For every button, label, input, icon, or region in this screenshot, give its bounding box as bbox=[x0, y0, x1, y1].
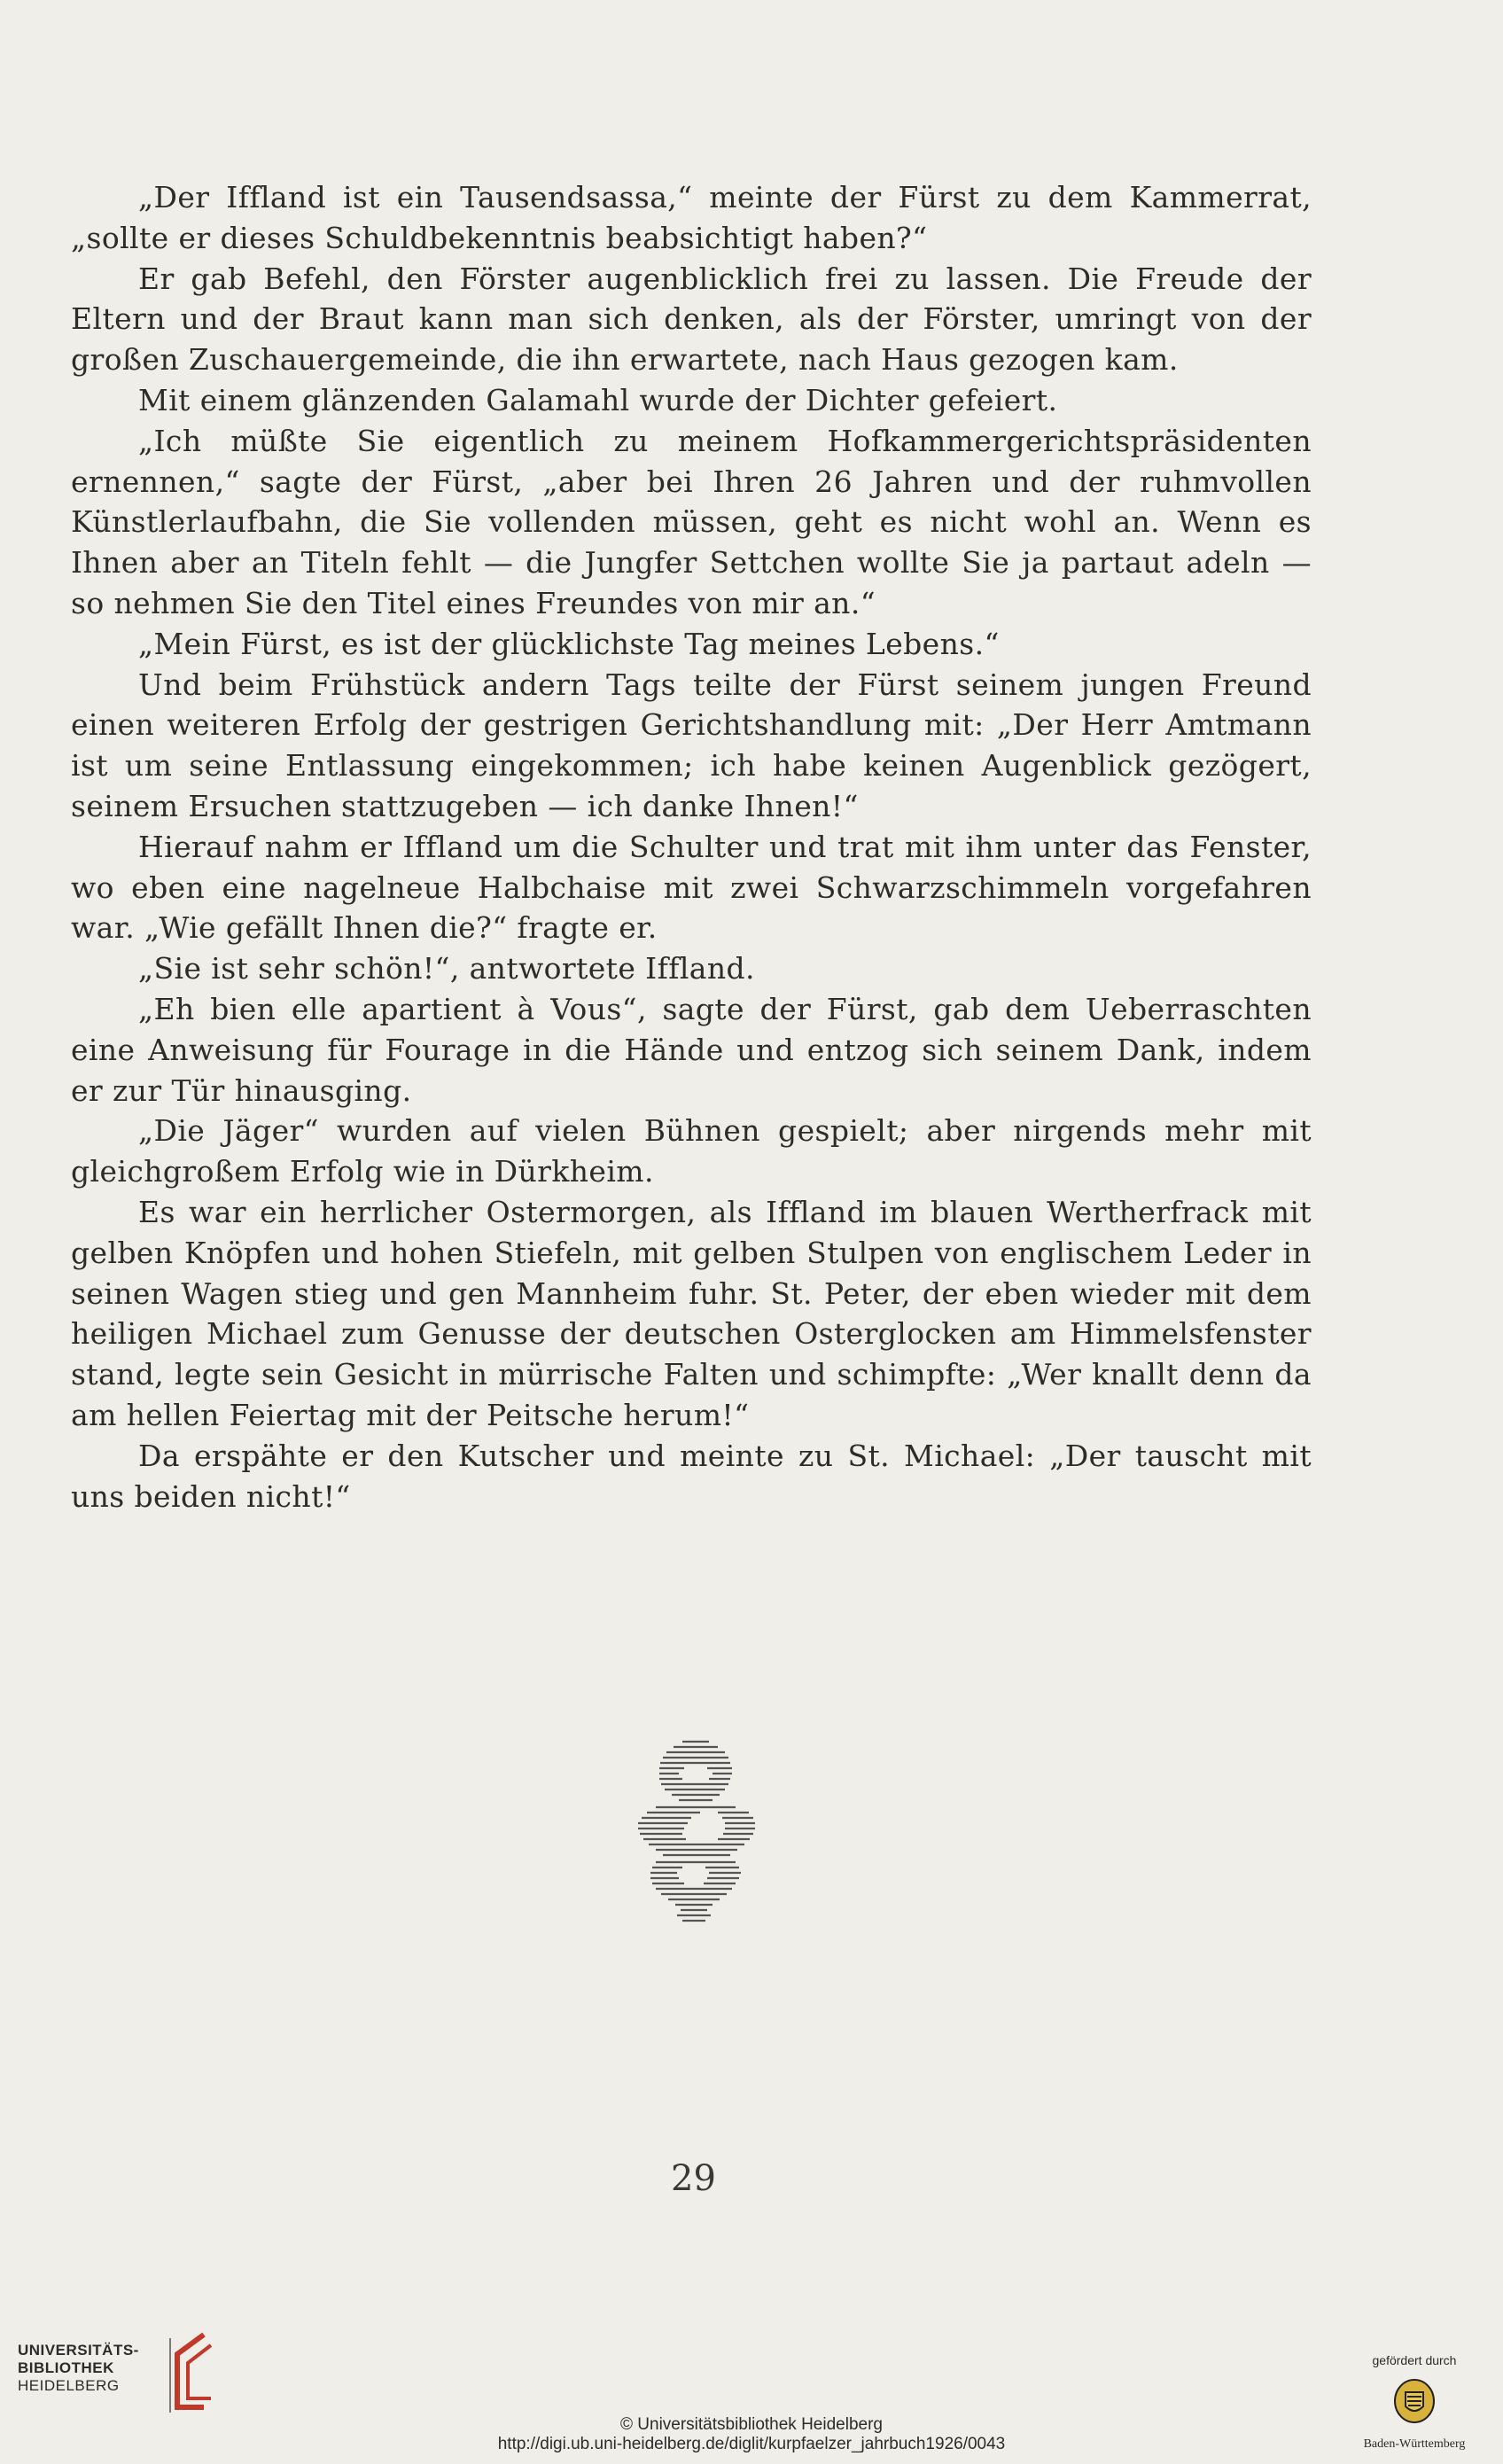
library-emblem-icon bbox=[160, 2328, 222, 2416]
paragraph: „Mein Fürst, es ist der glücklichste Tag meines Lebens.“ bbox=[138, 626, 1000, 661]
paragraph: Er gab Befehl, den Förster augenblicklich frei zu lassen. Die Freude der Eltern und der Braut kann man sich denken, als der Förster, umringt von der großen Zuschauergemeinde, die ihn erwartete, nach Haus gezogen kam. bbox=[71, 261, 1312, 378]
paragraph: „Sie ist sehr schön!“, antwortete Iffland. bbox=[138, 951, 755, 986]
paragraph: Und beim Frühstück andern Tags teilte der Fürst seinem jungen Freund einen weiteren Erfolg der gestrigen Gerichtshandlung mit: „Der Herr Amtmann ist um seine Entlassung eingekommen; ich habe keinen Augenblick gezögert, seinem Ersuchen stattzugeben — ich danke Ihnen!“ bbox=[71, 667, 1312, 823]
sponsor-name: Baden-Württemberg bbox=[1363, 2437, 1466, 2451]
library-name-line: HEIDELBERG bbox=[18, 2377, 120, 2394]
ornament-icon bbox=[620, 1733, 771, 1963]
copyright-block bbox=[0, 2415, 1503, 2454]
body-text bbox=[71, 177, 1312, 1517]
paragraph: Es war ein herrlicher Ostermorgen, als Iffland im blauen Wertherfrack mit gelben Knöpfen und hohen Stiefeln, mit gelben Stulpen von englischem Leder in seinen Wagen stieg und gen Mannheim fuhr. St. Peter, der eben wieder mit dem heiligen Michael zum Genusse der deutschen Osterglocken am Himmelsfenster stand, legte sein Gesicht in mürrische Falten und schimpfte: „Wer knallt denn da am hellen Feiertag mit der Peitsche herum!“ bbox=[71, 1194, 1312, 1432]
state-crest-icon bbox=[1388, 2374, 1441, 2428]
paragraph: Da erspähte er den Kutscher und meinte zu St. Michael: „Der tauscht mit uns beiden nicht!“ bbox=[71, 1438, 1312, 1514]
paragraph: Hierauf nahm er Iffland um die Schulter und trat mit ihm unter das Fenster, wo eben eine nagelneue Halbchaise mit zwei Schwarzschimmeln vorgefahren war. „Wie gefällt Ihnen die?“ fragte er. bbox=[71, 829, 1312, 946]
sponsor-block[interactable] bbox=[1343, 2353, 1485, 2452]
copyright-text: © Universitätsbibliothek Heidelberg bbox=[620, 2415, 883, 2434]
library-name bbox=[18, 2342, 139, 2395]
paragraph: Mit einem glänzenden Galamahl wurde der Dichter gefeiert. bbox=[138, 382, 1058, 417]
page-number: 29 bbox=[671, 2158, 716, 2199]
sponsor-label: gefördert durch bbox=[1372, 2353, 1457, 2367]
paragraph: „Die Jäger“ wurden auf vielen Bühnen gespielt; aber nirgends mehr mit gleichgroßem Erfolg wie in Dürkheim. bbox=[71, 1113, 1312, 1189]
paragraph: „Eh bien elle apartient à Vous“, sagte der Fürst, gab dem Ueberraschten eine Anweisung für Fourage in die Hände und entzog sich seinem Dank, indem er zur Tür hinausging. bbox=[71, 991, 1312, 1108]
library-name-line: UNIVERSITÄTS- bbox=[18, 2342, 139, 2359]
source-url-link[interactable]: http://digi.ub.uni-heidelberg.de/diglit/kurpfaelzer_jahrbuch1926/0043 bbox=[497, 2435, 1006, 2453]
paragraph: „Der Iffland ist ein Tausendsassa,“ meinte der Fürst zu dem Kammerrat, „sollte er dieses Schuldbekenntnis beabsichtigt haben?“ bbox=[71, 180, 1312, 255]
library-name-line: BIBLIOTHEK bbox=[18, 2359, 114, 2376]
paragraph: „Ich müßte Sie eigentlich zu meinem Hofkammergerichtspräsidenten ernennen,“ sagte der Fürst, „aber bei Ihren 26 Jahren und der ruhmvollen Künstlerlaufbahn, die Sie vollenden müssen, geht es nicht wohl an. Wenn es Ihnen aber an Titeln fehlt — die Jungfer Settchen wollte Sie ja partaut adeln — so nehmen Sie den Titel eines Freundes von mir an.“ bbox=[71, 423, 1312, 620]
